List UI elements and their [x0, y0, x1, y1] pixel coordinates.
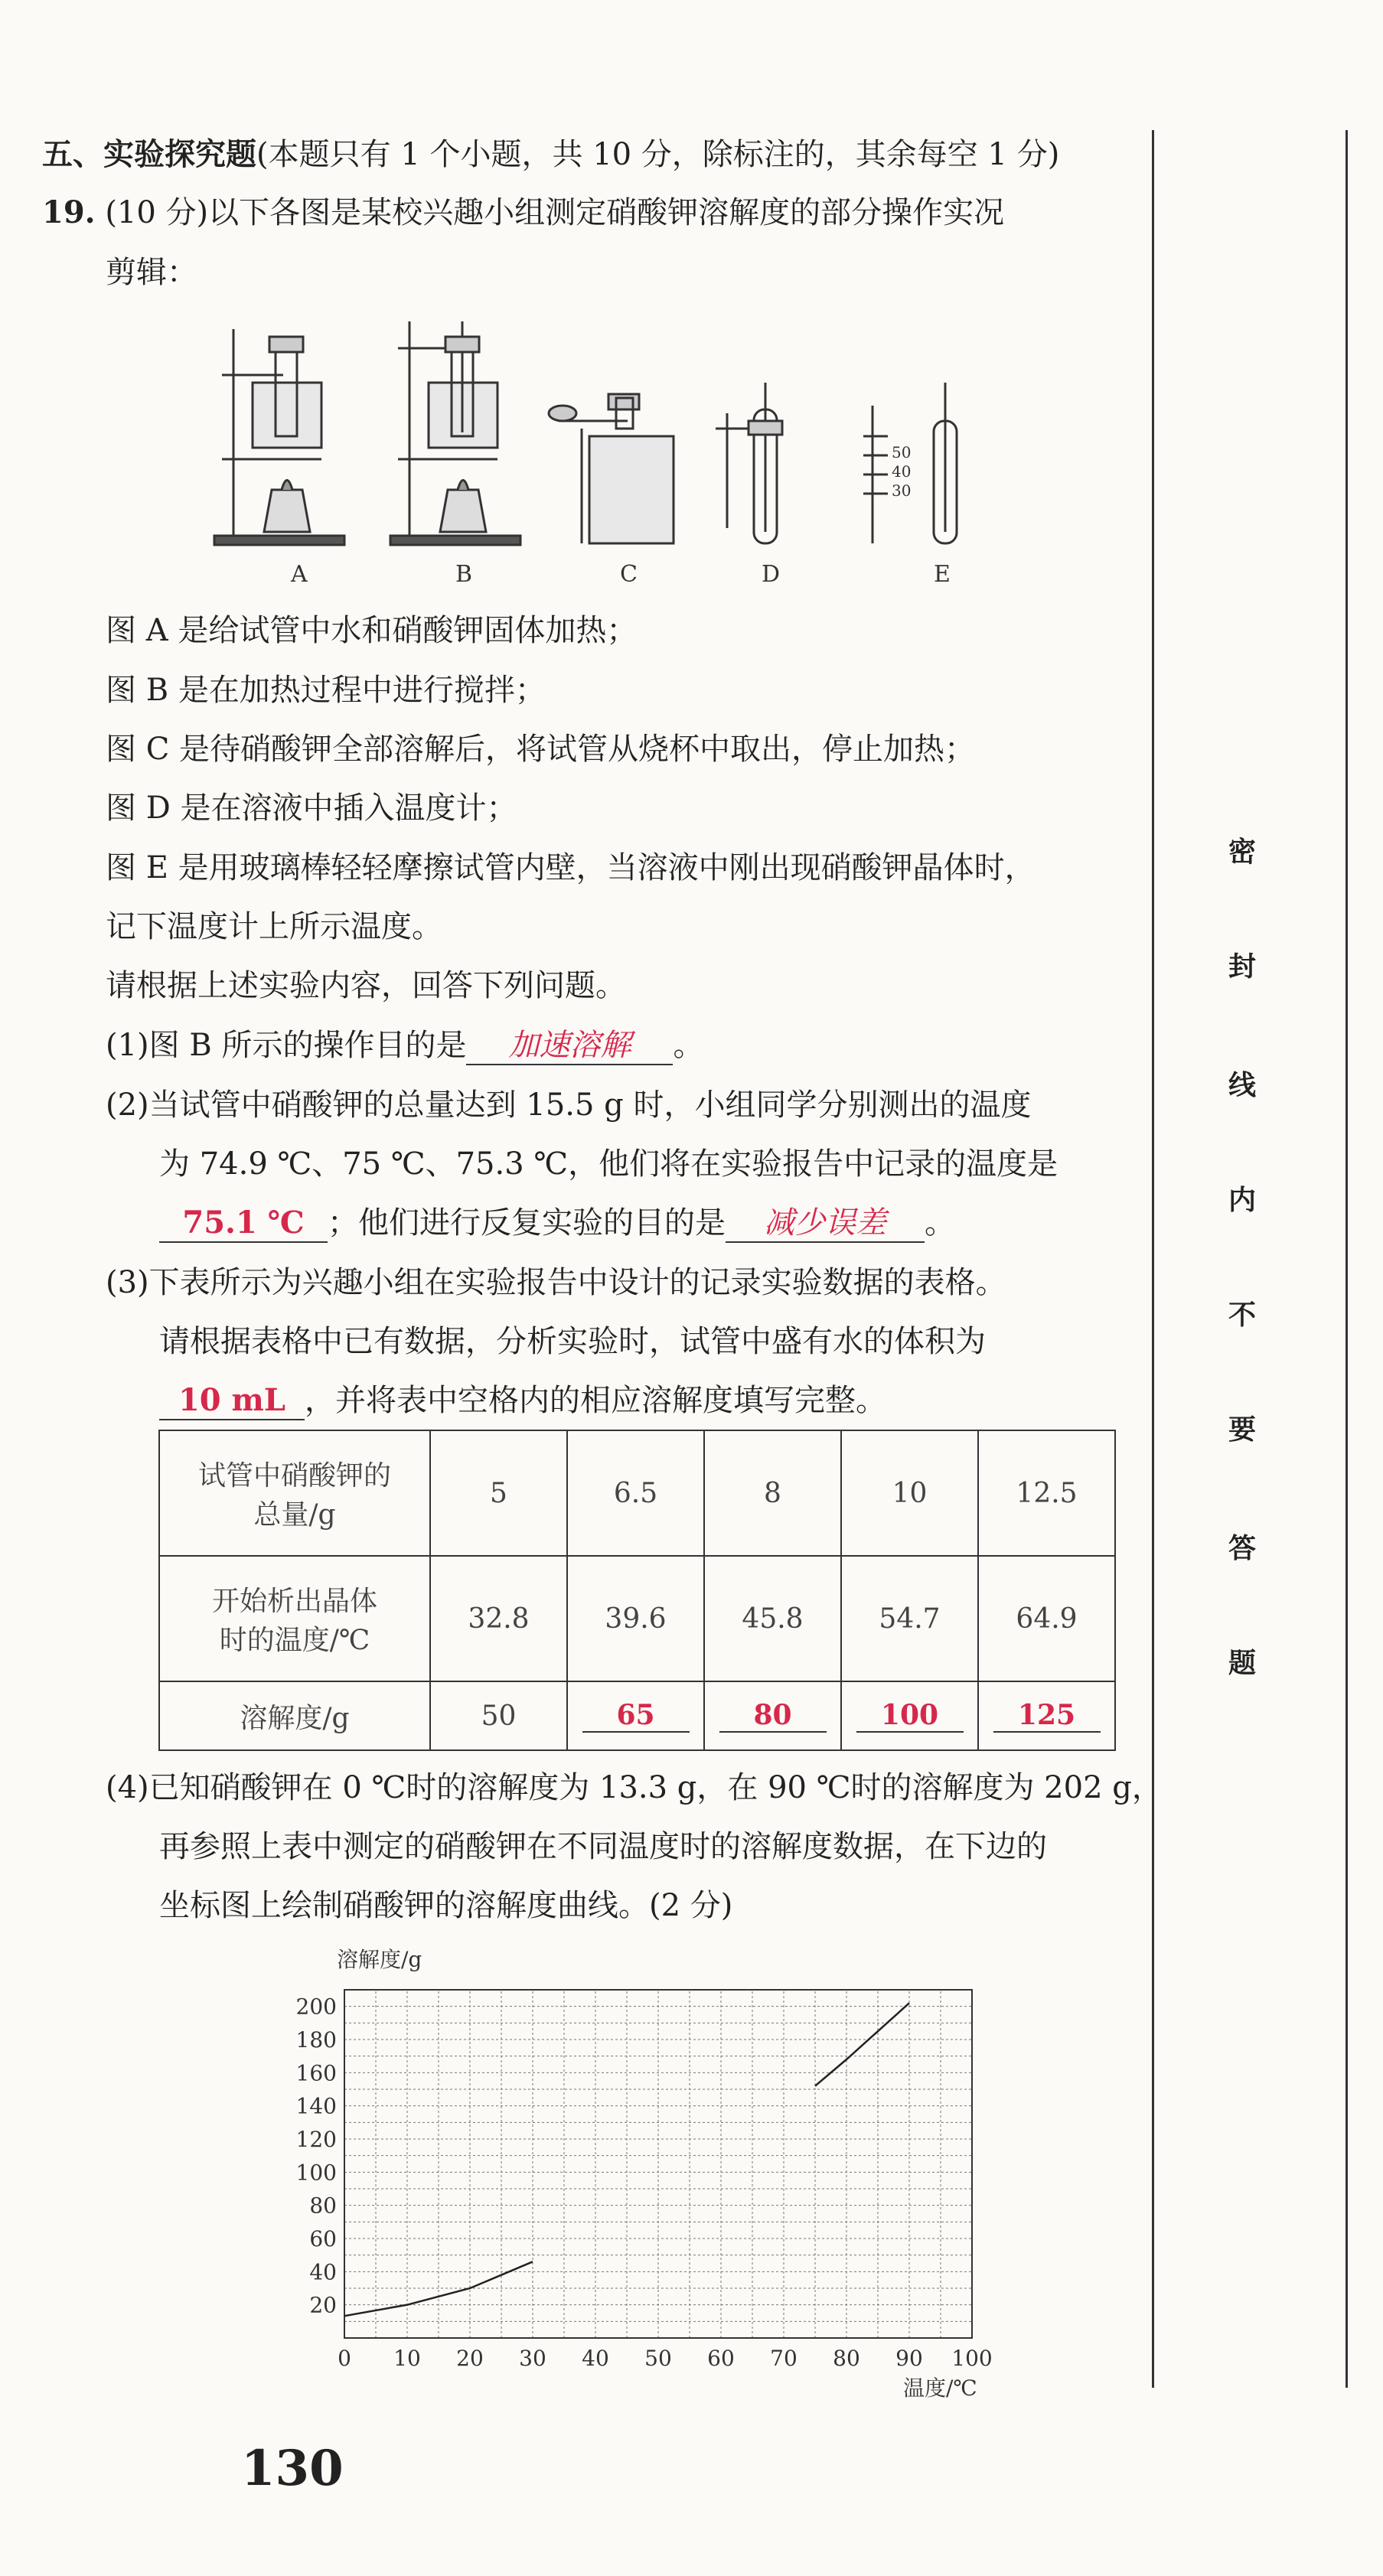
y-tick-label: 100 — [295, 2160, 337, 2186]
apparatus-a — [214, 329, 344, 545]
description-c: 图 C 是待硝酸钾全部溶解后，将试管从烧杯中取出，停止加热； — [106, 732, 976, 767]
table-row — [159, 1430, 1115, 1556]
table-cell: 32.8 — [430, 1556, 567, 1681]
data-table — [158, 1430, 1116, 1751]
x-tick-label: 10 — [393, 2346, 421, 2371]
figure-label-d: D — [762, 561, 781, 588]
seal-char: 密 — [1228, 836, 1257, 868]
x-tick-label: 100 — [951, 2346, 993, 2371]
y-tick-label: 80 — [309, 2193, 337, 2219]
table-cell: 8 — [704, 1430, 841, 1556]
table-cell-answer[interactable]: 80 — [704, 1681, 841, 1750]
tick-label: 50 — [892, 443, 912, 461]
x-tick-label: 50 — [644, 2346, 672, 2371]
table-cell: 5 — [430, 1430, 567, 1556]
x-tick-label: 90 — [895, 2346, 923, 2371]
table-cell: 6.5 — [567, 1430, 704, 1556]
section-title: 五、实验探究题 — [42, 136, 256, 172]
figure-label-c: C — [620, 561, 638, 588]
description-e-cont: 记下温度计上所示温度。 — [106, 909, 442, 944]
y-tick-label: 180 — [295, 2027, 337, 2053]
q1-answer[interactable]: 加速溶解 — [466, 1027, 673, 1065]
y-tick-label: 140 — [295, 2093, 337, 2119]
x-tick-label: 80 — [833, 2346, 860, 2371]
table-cell: 54.7 — [841, 1556, 978, 1681]
table-cell: 64.9 — [978, 1556, 1115, 1681]
q2-answer-purpose[interactable]: 减少误差 — [726, 1205, 925, 1243]
question-intro — [42, 193, 1004, 233]
q4-line3: 坐标图上绘制硝酸钾的溶解度曲线。(2 分) — [159, 1888, 733, 1923]
seal-char: 不 — [1228, 1299, 1257, 1331]
table-cell-answer[interactable]: 100 — [841, 1681, 978, 1750]
seal-char: 内 — [1228, 1184, 1257, 1216]
series-line-segment-high — [815, 2003, 909, 2085]
description-a: 图 A 是给试管中水和硝酸钾固体加热； — [106, 613, 638, 648]
q2-line3: 75.1 ℃ ；他们进行反复实验的目的是 减少误差 。 — [159, 1203, 955, 1243]
row-header: 试管中硝酸钾的 总量/g — [159, 1430, 430, 1556]
chart-ylabel: 溶解度/g — [337, 1947, 422, 1972]
table-row — [159, 1556, 1115, 1681]
y-tick-label: 160 — [295, 2060, 337, 2086]
description-d: 图 D 是在溶液中插入温度计； — [106, 791, 517, 826]
seal-char: 要 — [1228, 1414, 1257, 1446]
apparatus-figure — [207, 314, 1003, 597]
x-tick-label: 20 — [456, 2346, 484, 2371]
y-tick-label: 60 — [309, 2226, 337, 2252]
series-line-segment-low — [344, 2261, 533, 2316]
y-tick-label: 20 — [309, 2292, 337, 2318]
x-tick-label: 70 — [770, 2346, 798, 2371]
question-intro-line2: 剪辑： — [106, 255, 197, 290]
table-cell-answer[interactable]: 65 — [567, 1681, 704, 1750]
q3-answer-volume[interactable]: 10 mL — [159, 1382, 305, 1420]
section-note: (本题只有 1 个小题，共 10 分，除标注的，其余每空 1 分) — [256, 137, 1060, 172]
row-header: 开始析出晶体 时的温度/℃ — [159, 1556, 430, 1681]
seal-char: 题 — [1228, 1647, 1257, 1679]
binding-line-outer — [1345, 130, 1348, 2388]
page-number: 130 — [241, 2440, 344, 2497]
seal-char: 封 — [1228, 951, 1257, 983]
x-tick-label: 60 — [707, 2346, 735, 2371]
question-intro-line1: (10 分)以下各图是某校兴趣小组测定硝酸钾溶解度的部分操作实况 — [105, 195, 1005, 230]
x-tick-label: 30 — [519, 2346, 546, 2371]
seal-char: 答 — [1228, 1532, 1257, 1564]
table-cell: 45.8 — [704, 1556, 841, 1681]
q1-text: (1)图 B 所示的操作目的是 — [106, 1028, 467, 1063]
q4-line2: 再参照上表中测定的硝酸钾在不同温度时的溶解度数据，在下边的 — [159, 1829, 1047, 1864]
binding-line-inner — [1152, 130, 1154, 2388]
prompt: 请根据上述实验内容，回答下列问题。 — [106, 968, 626, 1003]
solubility-chart — [283, 1944, 1018, 2403]
q2-line1: (2)当试管中硝酸钾的总量达到 15.5 g 时，小组同学分别测出的温度 — [106, 1087, 1032, 1123]
figure-label-b: B — [455, 561, 473, 588]
tick-label: 40 — [892, 462, 912, 481]
q3-line2: 请根据表格中已有数据，分析实验时，试管中盛有水的体积为 — [159, 1324, 986, 1359]
q3-line1: (3)下表所示为兴趣小组在实验报告中设计的记录实验数据的表格。 — [106, 1265, 1006, 1300]
apparatus-d — [716, 383, 782, 543]
figure-label-a: A — [291, 561, 308, 588]
description-e: 图 E 是用玻璃棒轻轻摩擦试管内壁，当溶液中刚出现硝酸钾晶体时， — [106, 850, 1036, 885]
table-cell: 10 — [841, 1430, 978, 1556]
section-header — [42, 135, 1059, 174]
table-cell: 50 — [430, 1681, 567, 1750]
q1: (1)图 B 所示的操作目的是 加速溶解 。 — [106, 1026, 703, 1065]
q2-line2: 为 74.9 ℃、75 ℃、75.3 ℃，他们将在实验报告中记录的温度是 — [159, 1146, 1058, 1182]
table-row — [159, 1681, 1115, 1750]
q2-answer-temperature[interactable]: 75.1 ℃ — [159, 1205, 328, 1243]
chart-xlabel: 温度/℃ — [903, 2375, 977, 2401]
q4-line1: (4)已知硝酸钾在 0 ℃时的溶解度为 13.3 g，在 90 ℃时的溶解度为 202 g， — [106, 1770, 1163, 1805]
chart-grid — [344, 1990, 972, 2338]
tick-label: 30 — [892, 481, 912, 500]
apparatus-c — [549, 394, 674, 543]
chart-ticks — [296, 1994, 993, 2371]
description-b: 图 B 是在加热过程中进行搅拌； — [106, 673, 546, 708]
row-header: 溶解度/g — [159, 1681, 430, 1750]
question-number: 19. — [42, 194, 96, 230]
y-tick-label: 200 — [295, 1994, 337, 2020]
y-tick-label: 40 — [309, 2259, 337, 2285]
table-cell-answer[interactable]: 125 — [978, 1681, 1115, 1750]
x-tick-label: 40 — [582, 2346, 609, 2371]
apparatus-b — [390, 321, 520, 545]
y-tick-label: 120 — [295, 2127, 337, 2152]
x-tick-label: 0 — [338, 2346, 351, 2371]
table-cell: 12.5 — [978, 1430, 1115, 1556]
seal-char: 线 — [1228, 1069, 1257, 1101]
table-cell: 39.6 — [567, 1556, 704, 1681]
figure-label-e: E — [934, 561, 951, 588]
q3-line3: 10 mL ，并将表中空格内的相应溶解度填写完整。 — [159, 1381, 886, 1420]
